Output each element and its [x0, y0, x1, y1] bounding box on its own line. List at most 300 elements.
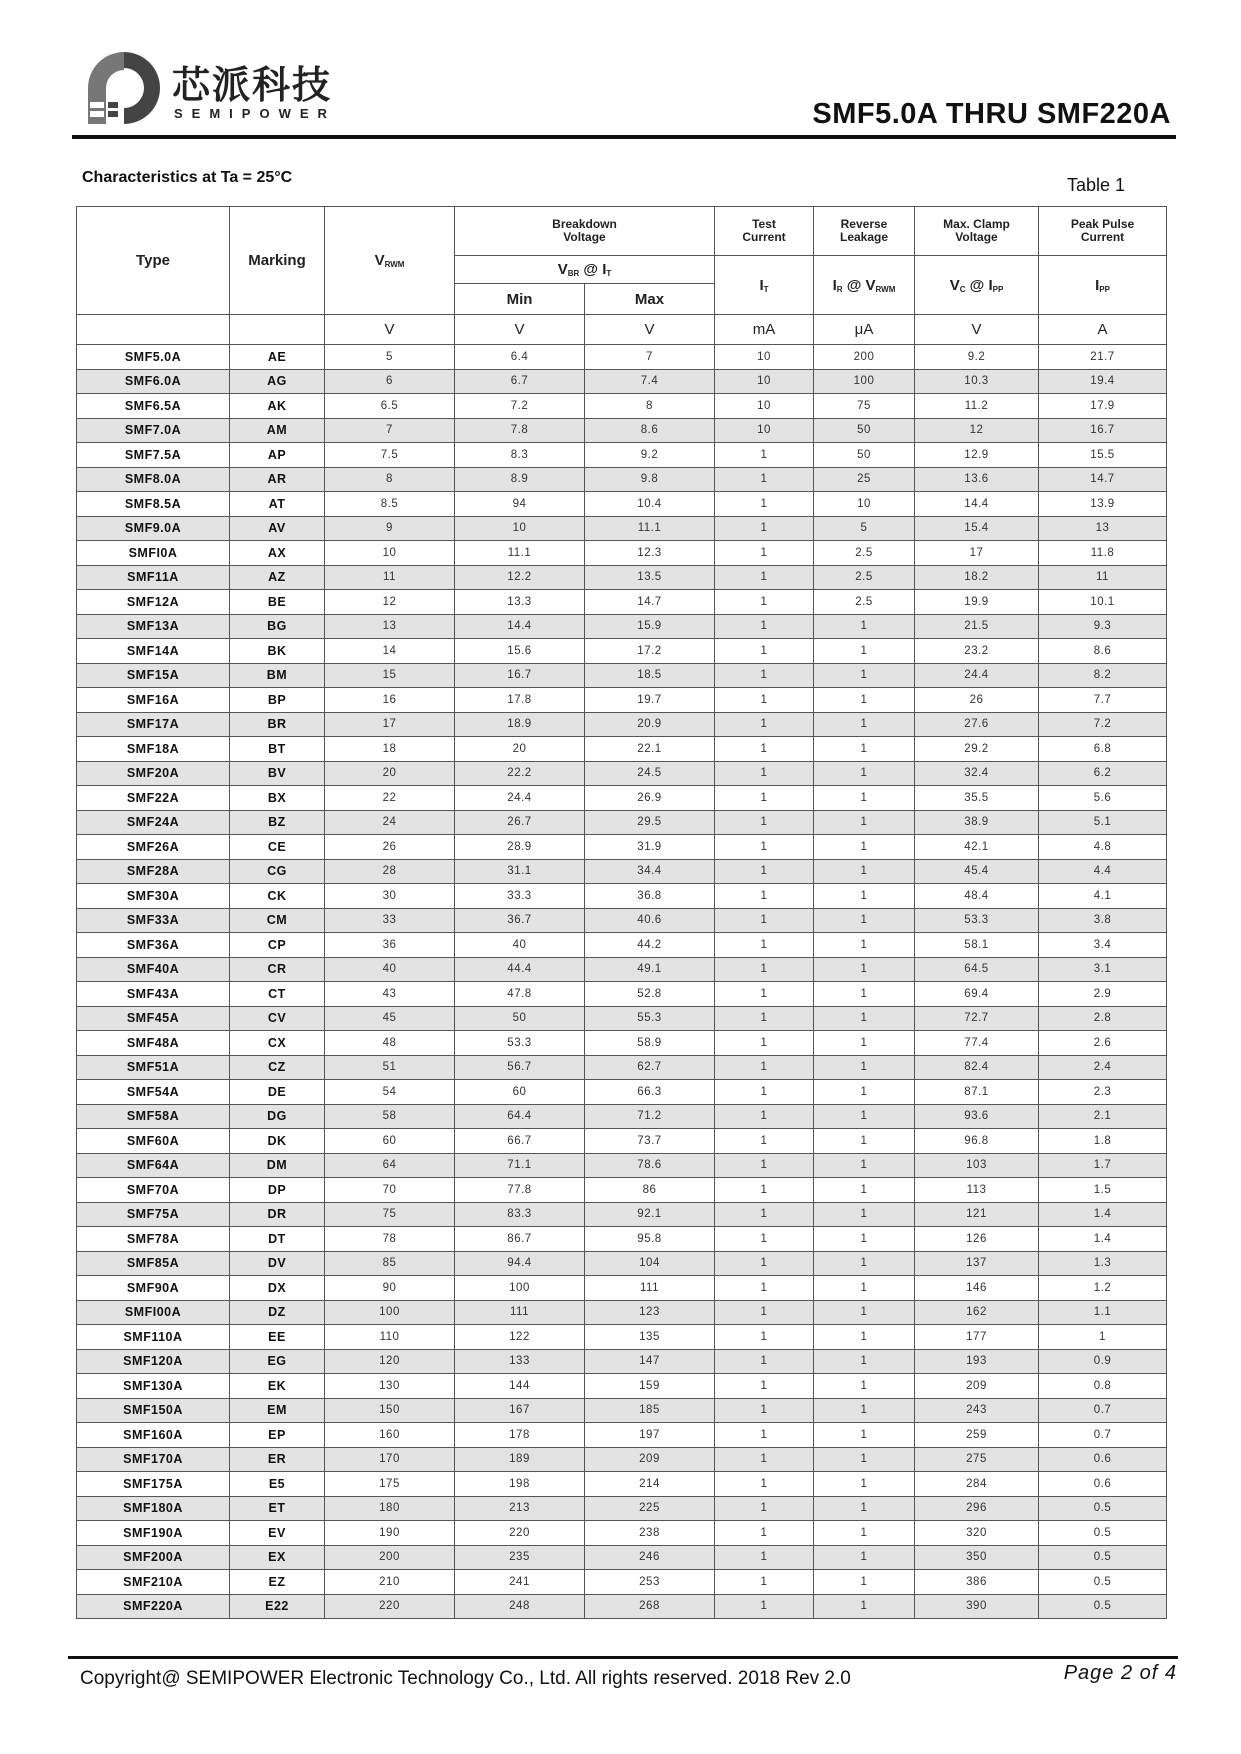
value-cell: 8.3 [455, 443, 585, 468]
value-cell: 238 [585, 1521, 715, 1546]
value-cell: 75 [814, 394, 915, 419]
value-cell: 14.4 [455, 614, 585, 639]
type-cell: SMF43A [77, 982, 230, 1007]
value-cell: 1 [715, 933, 814, 958]
value-cell: 1 [715, 1251, 814, 1276]
value-cell: 2.8 [1039, 1006, 1167, 1031]
value-cell: 1 [814, 1521, 915, 1546]
value-cell: 16.7 [1039, 418, 1167, 443]
value-cell: 19.4 [1039, 369, 1167, 394]
value-cell: 19.9 [915, 590, 1039, 615]
value-cell: 9 [325, 516, 455, 541]
value-cell: 2.5 [814, 590, 915, 615]
marking-cell: BM [230, 663, 325, 688]
value-cell: 0.5 [1039, 1545, 1167, 1570]
value-cell: 0.7 [1039, 1398, 1167, 1423]
value-cell: 248 [455, 1594, 585, 1619]
value-cell: 200 [814, 345, 915, 370]
table-row [77, 1594, 1167, 1619]
value-cell: 73.7 [585, 1129, 715, 1154]
type-cell: SMF11A [77, 565, 230, 590]
value-cell: 11.1 [455, 541, 585, 566]
value-cell: 1 [814, 933, 915, 958]
value-cell: 1 [715, 1055, 814, 1080]
marking-cell: CK [230, 884, 325, 909]
table-row [77, 786, 1167, 811]
value-cell: 160 [325, 1423, 455, 1448]
header-it: $I_T$ [715, 256, 814, 315]
table-row [77, 1276, 1167, 1301]
value-cell: 1 [715, 712, 814, 737]
value-cell: 14.7 [1039, 467, 1167, 492]
value-cell: 1 [715, 1178, 814, 1203]
value-cell: 6.5 [325, 394, 455, 419]
value-cell: 1 [715, 1570, 814, 1595]
value-cell: 93.6 [915, 1104, 1039, 1129]
marking-cell: CG [230, 859, 325, 884]
table-row [77, 1545, 1167, 1570]
value-cell: 94 [455, 492, 585, 517]
table-row [77, 1202, 1167, 1227]
marking-cell: CE [230, 835, 325, 860]
value-cell: 6.8 [1039, 737, 1167, 762]
value-cell: 235 [455, 1545, 585, 1570]
value-cell: 13.6 [915, 467, 1039, 492]
value-cell: 1 [715, 1496, 814, 1521]
table-row [77, 859, 1167, 884]
value-cell: 1 [814, 1055, 915, 1080]
unit-cell: V [325, 315, 455, 345]
table-row [77, 1300, 1167, 1325]
marking-cell: CR [230, 957, 325, 982]
unit-cell: μA [814, 315, 915, 345]
value-cell: 78 [325, 1227, 455, 1252]
type-cell: SMF33A [77, 908, 230, 933]
value-cell: 13 [1039, 516, 1167, 541]
value-cell: 275 [915, 1447, 1039, 1472]
header-vc-at-ipp: $V_C$ @ $I_{PP}$ [915, 256, 1039, 315]
value-cell: 1 [715, 688, 814, 713]
value-cell: 1 [814, 1594, 915, 1619]
value-cell: 197 [585, 1423, 715, 1448]
value-cell: 21.5 [915, 614, 1039, 639]
table-row [77, 1153, 1167, 1178]
marking-cell: DE [230, 1080, 325, 1105]
value-cell: 1.8 [1039, 1129, 1167, 1154]
value-cell: 1 [715, 1423, 814, 1448]
table-row [77, 884, 1167, 909]
value-cell: 94.4 [455, 1251, 585, 1276]
value-cell: 51 [325, 1055, 455, 1080]
value-cell: 12.2 [455, 565, 585, 590]
table-row [77, 345, 1167, 370]
value-cell: 11.2 [915, 394, 1039, 419]
value-cell: 1 [814, 1398, 915, 1423]
marking-cell: AK [230, 394, 325, 419]
header-peak-pulse-current: Peak Pulse Current [1039, 207, 1167, 256]
table-row [77, 1374, 1167, 1399]
value-cell: 31.1 [455, 859, 585, 884]
value-cell: 209 [915, 1374, 1039, 1399]
value-cell: 185 [585, 1398, 715, 1423]
value-cell: 193 [915, 1349, 1039, 1374]
value-cell: 45.4 [915, 859, 1039, 884]
table-row [77, 1349, 1167, 1374]
value-cell: 32.4 [915, 761, 1039, 786]
type-cell: SMF12A [77, 590, 230, 615]
type-cell: SMF18A [77, 737, 230, 762]
value-cell: 13.5 [585, 565, 715, 590]
value-cell: 50 [455, 1006, 585, 1031]
value-cell: 122 [455, 1325, 585, 1350]
value-cell: 198 [455, 1472, 585, 1497]
type-cell: SMF5.0A [77, 345, 230, 370]
table-row [77, 1496, 1167, 1521]
type-cell: SMF180A [77, 1496, 230, 1521]
type-cell: SMF8.5A [77, 492, 230, 517]
table-label: Table 1 [1067, 175, 1126, 195]
value-cell: 0.6 [1039, 1472, 1167, 1497]
table-row [77, 492, 1167, 517]
value-cell: 86.7 [455, 1227, 585, 1252]
value-cell: 1 [715, 1472, 814, 1497]
value-cell: 3.4 [1039, 933, 1167, 958]
value-cell: 16 [325, 688, 455, 713]
value-cell: 34.4 [585, 859, 715, 884]
value-cell: 120 [325, 1349, 455, 1374]
value-cell: 72.7 [915, 1006, 1039, 1031]
header-breakdown-voltage: Breakdown Voltage [455, 207, 715, 256]
value-cell: 6.4 [455, 345, 585, 370]
value-cell: 5.1 [1039, 810, 1167, 835]
value-cell: 0.6 [1039, 1447, 1167, 1472]
value-cell: 15 [325, 663, 455, 688]
type-cell: SMF90A [77, 1276, 230, 1301]
type-cell: SMF110A [77, 1325, 230, 1350]
value-cell: 26.7 [455, 810, 585, 835]
value-cell: 71.1 [455, 1153, 585, 1178]
value-cell: 50 [814, 443, 915, 468]
table-row [77, 908, 1167, 933]
value-cell: 11.1 [585, 516, 715, 541]
type-cell: SMF20A [77, 761, 230, 786]
value-cell: 123 [585, 1300, 715, 1325]
value-cell: 170 [325, 1447, 455, 1472]
value-cell: 111 [585, 1276, 715, 1301]
value-cell: 296 [915, 1496, 1039, 1521]
marking-cell: EZ [230, 1570, 325, 1595]
value-cell: 1 [715, 1349, 814, 1374]
marking-cell: BT [230, 737, 325, 762]
value-cell: 0.5 [1039, 1594, 1167, 1619]
value-cell: 29.5 [585, 810, 715, 835]
value-cell: 9.8 [585, 467, 715, 492]
value-cell: 49.1 [585, 957, 715, 982]
value-cell: 7.2 [1039, 712, 1167, 737]
value-cell: 36 [325, 933, 455, 958]
value-cell: 14.4 [915, 492, 1039, 517]
value-cell: 27.6 [915, 712, 1039, 737]
value-cell: 26 [915, 688, 1039, 713]
value-cell: 77.8 [455, 1178, 585, 1203]
type-cell: SMF14A [77, 639, 230, 664]
value-cell: 259 [915, 1423, 1039, 1448]
value-cell: 40 [325, 957, 455, 982]
value-cell: 1 [814, 1349, 915, 1374]
value-cell: 9.2 [915, 345, 1039, 370]
header-vbr-at-it: $V_{BR}$ @ $I_T$ [455, 256, 715, 284]
value-cell: 12.9 [915, 443, 1039, 468]
value-cell: 28 [325, 859, 455, 884]
value-cell: 137 [915, 1251, 1039, 1276]
marking-cell: DT [230, 1227, 325, 1252]
value-cell: 5.6 [1039, 786, 1167, 811]
value-cell: 1 [814, 1276, 915, 1301]
value-cell: 55.3 [585, 1006, 715, 1031]
value-cell: 64.5 [915, 957, 1039, 982]
table-row [77, 639, 1167, 664]
value-cell: 220 [325, 1594, 455, 1619]
table-row [77, 516, 1167, 541]
value-cell: 0.7 [1039, 1423, 1167, 1448]
value-cell: 113 [915, 1178, 1039, 1203]
type-cell: SMF60A [77, 1129, 230, 1154]
value-cell: 29.2 [915, 737, 1039, 762]
table-row [77, 933, 1167, 958]
value-cell: 1.4 [1039, 1202, 1167, 1227]
value-cell: 1 [715, 859, 814, 884]
value-cell: 95.8 [585, 1227, 715, 1252]
value-cell: 1 [715, 835, 814, 860]
value-cell: 15.6 [455, 639, 585, 664]
type-cell: SMF75A [77, 1202, 230, 1227]
type-cell: SMF170A [77, 1447, 230, 1472]
marking-cell: CZ [230, 1055, 325, 1080]
table-row [77, 1398, 1167, 1423]
value-cell: 213 [455, 1496, 585, 1521]
marking-cell: DR [230, 1202, 325, 1227]
value-cell: 1.4 [1039, 1227, 1167, 1252]
marking-cell: E5 [230, 1472, 325, 1497]
table-row [77, 1031, 1167, 1056]
value-cell: 1 [814, 835, 915, 860]
value-cell: 26 [325, 835, 455, 860]
value-cell: 1.2 [1039, 1276, 1167, 1301]
marking-cell: ER [230, 1447, 325, 1472]
marking-cell: EP [230, 1423, 325, 1448]
value-cell: 13 [325, 614, 455, 639]
value-cell: 1 [814, 1178, 915, 1203]
marking-cell: DM [230, 1153, 325, 1178]
type-cell: SMF6.5A [77, 394, 230, 419]
value-cell: 11 [1039, 565, 1167, 590]
type-cell: SMF28A [77, 859, 230, 884]
type-cell: SMF54A [77, 1080, 230, 1105]
table-row [77, 957, 1167, 982]
table-row [77, 394, 1167, 419]
type-cell: SMF26A [77, 835, 230, 860]
value-cell: 66.7 [455, 1129, 585, 1154]
table-row [77, 1227, 1167, 1252]
marking-cell: BP [230, 688, 325, 713]
type-cell: SMF120A [77, 1349, 230, 1374]
value-cell: 24.5 [585, 761, 715, 786]
value-cell: 15.4 [915, 516, 1039, 541]
value-cell: 58.1 [915, 933, 1039, 958]
value-cell: 12 [325, 590, 455, 615]
value-cell: 5 [325, 345, 455, 370]
value-cell: 1 [715, 786, 814, 811]
table-row [77, 663, 1167, 688]
value-cell: 24.4 [455, 786, 585, 811]
value-cell: 15.9 [585, 614, 715, 639]
value-cell: 1 [715, 467, 814, 492]
value-cell: 0.5 [1039, 1496, 1167, 1521]
type-cell: SMF22A [77, 786, 230, 811]
marking-cell: AX [230, 541, 325, 566]
value-cell: 1 [814, 1545, 915, 1570]
value-cell: 1 [814, 688, 915, 713]
value-cell: 60 [325, 1129, 455, 1154]
type-cell: SMF85A [77, 1251, 230, 1276]
value-cell: 7 [585, 345, 715, 370]
type-cell: SMF9.0A [77, 516, 230, 541]
value-cell: 20.9 [585, 712, 715, 737]
value-cell: 6 [325, 369, 455, 394]
marking-cell: AR [230, 467, 325, 492]
type-cell: SMF150A [77, 1398, 230, 1423]
type-cell: SMF7.5A [77, 443, 230, 468]
value-cell: 18 [325, 737, 455, 762]
characteristics-table [76, 206, 1167, 1619]
value-cell: 1 [715, 541, 814, 566]
value-cell: 1 [814, 1104, 915, 1129]
marking-cell: DX [230, 1276, 325, 1301]
value-cell: 1 [715, 1398, 814, 1423]
value-cell: 8 [585, 394, 715, 419]
table-row [77, 565, 1167, 590]
unit-cell: V [915, 315, 1039, 345]
value-cell: 1 [715, 1545, 814, 1570]
value-cell: 17 [325, 712, 455, 737]
logo-english-name: SEMIPOWER [174, 106, 336, 121]
table-row [77, 982, 1167, 1007]
marking-cell: EG [230, 1349, 325, 1374]
value-cell: 177 [915, 1325, 1039, 1350]
header-ipp: $I_{PP}$ [1039, 256, 1167, 315]
value-cell: 0.5 [1039, 1521, 1167, 1546]
marking-cell: DP [230, 1178, 325, 1203]
value-cell: 1 [715, 1080, 814, 1105]
value-cell: 1 [814, 663, 915, 688]
value-cell: 178 [455, 1423, 585, 1448]
header-divider [72, 135, 1176, 139]
value-cell: 2.4 [1039, 1055, 1167, 1080]
value-cell: 87.1 [915, 1080, 1039, 1105]
table-row [77, 1178, 1167, 1203]
value-cell: 92.1 [585, 1202, 715, 1227]
value-cell: 1 [814, 1447, 915, 1472]
value-cell: 56.7 [455, 1055, 585, 1080]
value-cell: 2.5 [814, 541, 915, 566]
value-cell: 17.9 [1039, 394, 1167, 419]
table-row [77, 1423, 1167, 1448]
value-cell: 10.3 [915, 369, 1039, 394]
marking-cell: BZ [230, 810, 325, 835]
value-cell: 14 [325, 639, 455, 664]
value-cell: 1 [814, 1496, 915, 1521]
value-cell: 1 [715, 1031, 814, 1056]
value-cell: 6.7 [455, 369, 585, 394]
value-cell: 15.5 [1039, 443, 1167, 468]
value-cell: 1.3 [1039, 1251, 1167, 1276]
marking-cell: AZ [230, 565, 325, 590]
table-row [77, 1104, 1167, 1129]
value-cell: 66.3 [585, 1080, 715, 1105]
value-cell: 2.9 [1039, 982, 1167, 1007]
value-cell: 8.6 [585, 418, 715, 443]
table-row [77, 590, 1167, 615]
value-cell: 1 [814, 1227, 915, 1252]
value-cell: 24.4 [915, 663, 1039, 688]
value-cell: 1 [814, 908, 915, 933]
value-cell: 320 [915, 1521, 1039, 1546]
marking-cell: ET [230, 1496, 325, 1521]
type-cell: SMF24A [77, 810, 230, 835]
marking-cell: AE [230, 345, 325, 370]
value-cell: 96.8 [915, 1129, 1039, 1154]
value-cell: 144 [455, 1374, 585, 1399]
unit-cell: mA [715, 315, 814, 345]
marking-cell: CT [230, 982, 325, 1007]
value-cell: 1 [715, 737, 814, 762]
table-row [77, 1080, 1167, 1105]
value-cell: 50 [814, 418, 915, 443]
marking-cell: AV [230, 516, 325, 541]
type-cell: SMF160A [77, 1423, 230, 1448]
marking-cell: BK [230, 639, 325, 664]
value-cell: 7.4 [585, 369, 715, 394]
footer-divider [68, 1656, 1178, 1659]
value-cell: 126 [915, 1227, 1039, 1252]
value-cell: 86 [585, 1178, 715, 1203]
value-cell: 48.4 [915, 884, 1039, 909]
value-cell: 1 [814, 1031, 915, 1056]
table-row [77, 835, 1167, 860]
page-number: Page 2 of 4 [1063, 1662, 1177, 1684]
value-cell: 225 [585, 1496, 715, 1521]
value-cell: 7.7 [1039, 688, 1167, 713]
header-type: Type [77, 207, 230, 315]
value-cell: 18.2 [915, 565, 1039, 590]
value-cell: 0.8 [1039, 1374, 1167, 1399]
value-cell: 52.8 [585, 982, 715, 1007]
marking-cell: CP [230, 933, 325, 958]
value-cell: 390 [915, 1594, 1039, 1619]
value-cell: 8 [325, 467, 455, 492]
value-cell: 7 [325, 418, 455, 443]
value-cell: 214 [585, 1472, 715, 1497]
value-cell: 58.9 [585, 1031, 715, 1056]
value-cell: 121 [915, 1202, 1039, 1227]
table-row [77, 614, 1167, 639]
value-cell: 1 [814, 1153, 915, 1178]
table-row [77, 761, 1167, 786]
table-body [77, 345, 1167, 1619]
value-cell: 2.1 [1039, 1104, 1167, 1129]
header-test-current: Test Current [715, 207, 814, 256]
marking-cell: BR [230, 712, 325, 737]
